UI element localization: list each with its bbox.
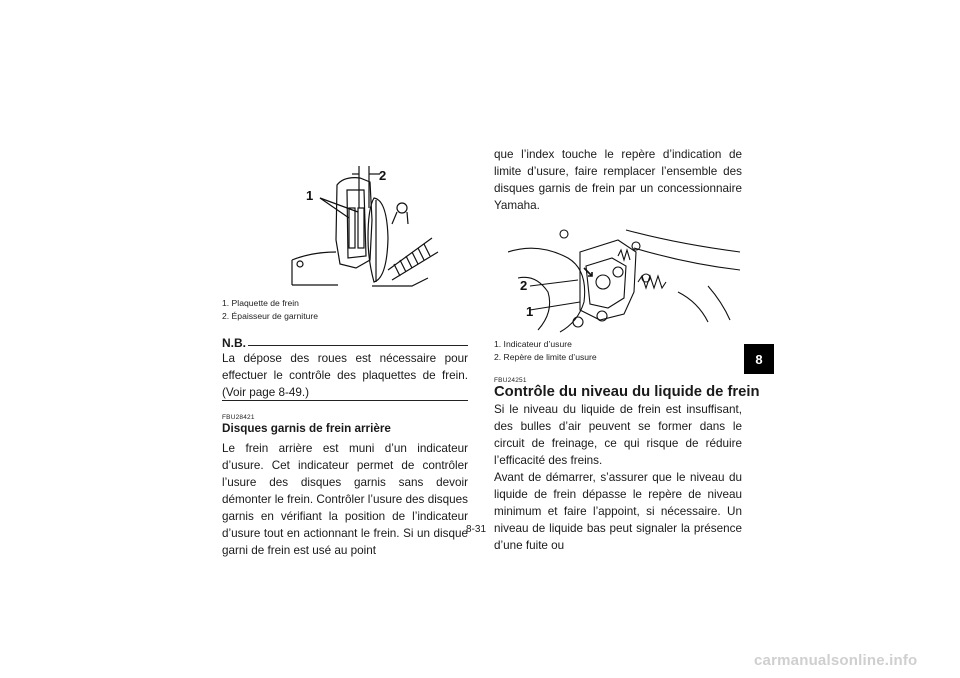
note-rule-bottom: [222, 400, 468, 401]
section-heading: Contrôle du niveau du liquide de frein: [494, 384, 760, 400]
callout-2: 2: [520, 278, 528, 293]
figure-captions: [494, 338, 597, 364]
caption-1: 1. Indicateur d’usure: [494, 339, 572, 349]
section-paragraph: Le frein arrière est muni d’un indicateur d’usure. Cet indicateur permet de contrôler l’usure des disques garnis sans devoir démonter le frein. Contrôler l’usure des disques garnis en vérifiant la position de l’indicateur d’usure tout en actionnant le frein. Si un disque garni de frein est usé au point: [222, 442, 468, 557]
callout-1: 1: [306, 188, 314, 203]
section-paragraph-1: Si le niveau du liquide de frein est insuffisant, des bulles d’air peuvent se former dans le circuit de freinage, ce qui risque de réduire l’efficacité des freins.: [494, 403, 742, 467]
note-label: N.B.: [222, 336, 246, 350]
reference-code: FBU28421: [222, 414, 255, 421]
section-tab: 8: [744, 344, 774, 374]
caption-2: 2. Épaisseur de garniture: [222, 311, 319, 321]
section-paragraph-2: Avant de démarrer, s’assurer que le niveau du liquide de frein dépasse le repère de niveau minimum et faire l’appoint, si nécessaire. Un niveau de liquide bas peut signaler la présence d’une fuite ou: [494, 471, 742, 552]
page-number: 8-31: [466, 524, 487, 535]
watermark: carmanualsonline.info: [754, 652, 918, 669]
continuation-paragraph: que l’index touche le repère d’indication de limite d’usure, faire remplacer l’ensemble des disques garnis de frein par un concessionnaire Yamaha.: [494, 148, 742, 212]
note-text: La dépose des roues est nécessaire pour effectuer le contrôle des plaquettes de frein. (Voir page 8-49.): [222, 352, 468, 399]
section-heading: Disques garnis de frein arrière: [222, 422, 391, 435]
brake-pad-illustration: [252, 160, 442, 292]
caption-2: 2. Repère de limite d’usure: [494, 352, 597, 362]
wear-indicator-illustration: [508, 222, 742, 334]
figure-captions: [222, 297, 318, 323]
reference-code: FBU24251: [494, 377, 527, 384]
callout-1: 1: [526, 304, 534, 319]
callout-2: 2: [379, 168, 387, 183]
caption-1: 1. Plaquette de frein: [222, 298, 299, 308]
note-rule-top: [248, 345, 468, 346]
